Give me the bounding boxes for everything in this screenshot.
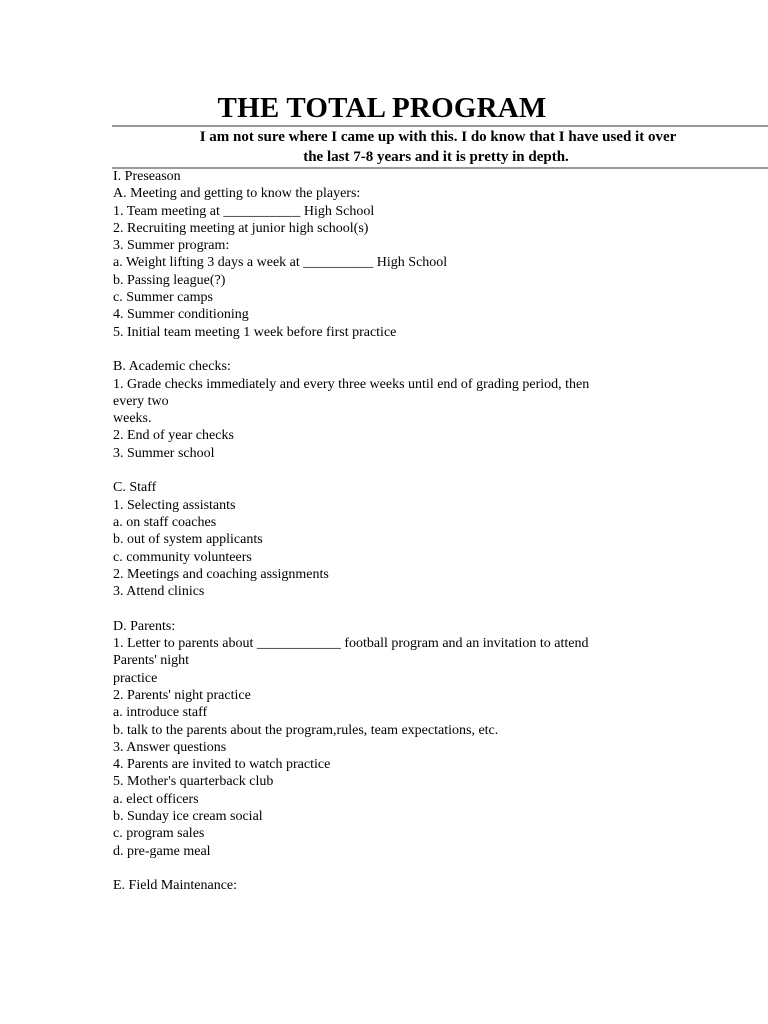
document-line: C. Staff	[113, 480, 157, 496]
document-line: 2. Recruiting meeting at junior high school(s)	[113, 220, 369, 236]
document-line: 2. Meetings and coaching assignments	[113, 566, 329, 582]
document-line: 3. Summer school	[113, 445, 215, 461]
document-line: b. talk to the parents about the program,rules, team expectations, etc.	[113, 722, 499, 738]
blank-line	[113, 341, 753, 358]
document-line: c. community volunteers	[113, 549, 252, 565]
document-title: THE TOTAL PROGRAM	[217, 92, 547, 124]
document-line: E. Field Maintenance:	[113, 878, 238, 894]
intro-line-2: the last 7-8 years and it is pretty in depth.	[303, 149, 569, 165]
document-line: 3. Attend clinics	[113, 584, 205, 600]
intro-paragraph	[112, 127, 768, 167]
document-line: a. Weight lifting 3 days a week at __________ High School	[113, 255, 448, 271]
blank-line	[113, 462, 753, 479]
document-line: 1. Team meeting at ___________ High School	[113, 203, 375, 219]
document-line: 5. Initial team meeting 1 week before first practice	[113, 324, 397, 340]
document-line: a. introduce staff	[113, 705, 208, 721]
blank-line	[113, 600, 753, 617]
document-line: practice	[113, 670, 158, 686]
document-line: weeks.	[113, 411, 152, 427]
document-line: A. Meeting and getting to know the players:	[113, 186, 361, 202]
document-line: 3. Answer questions	[113, 739, 227, 755]
intro-line-1: I am not sure where I came up with this. I do know that I have used it over	[199, 129, 677, 145]
document-line: a. on staff coaches	[113, 514, 217, 530]
document-line: 2. End of year checks	[113, 428, 234, 444]
document-line: c. program sales	[113, 826, 205, 842]
document-line: Parents' night	[113, 653, 190, 669]
document-line: d. pre-game meal	[113, 843, 211, 859]
document-line: b. Passing league(?)	[113, 272, 226, 288]
document-line: every two	[113, 393, 169, 409]
blank-line	[113, 860, 753, 877]
document-line: B. Academic checks:	[113, 359, 231, 375]
document-line: 3. Summer program:	[113, 238, 230, 254]
document-line: D. Parents:	[113, 618, 176, 634]
document-line: 1. Letter to parents about ____________ football program and an invitation to attend	[113, 636, 589, 652]
document-line: 5. Mother's quarterback club	[113, 774, 274, 790]
document-line: I. Preseason	[113, 169, 181, 184]
document-line: 1. Selecting assistants	[113, 497, 236, 513]
document-line: a. elect officers	[113, 791, 199, 807]
document-line: b. out of system applicants	[113, 532, 263, 548]
document-line: c. Summer camps	[113, 290, 213, 306]
document-line: 1. Grade checks immediately and every three weeks until end of grading period, then	[113, 376, 590, 392]
document-line: 2. Parents' night practice	[113, 687, 251, 703]
document-body	[113, 168, 753, 894]
document-line: b. Sunday ice cream social	[113, 808, 263, 824]
document-line: 4. Summer conditioning	[113, 307, 249, 323]
document-line: 4. Parents are invited to watch practice	[113, 757, 331, 773]
